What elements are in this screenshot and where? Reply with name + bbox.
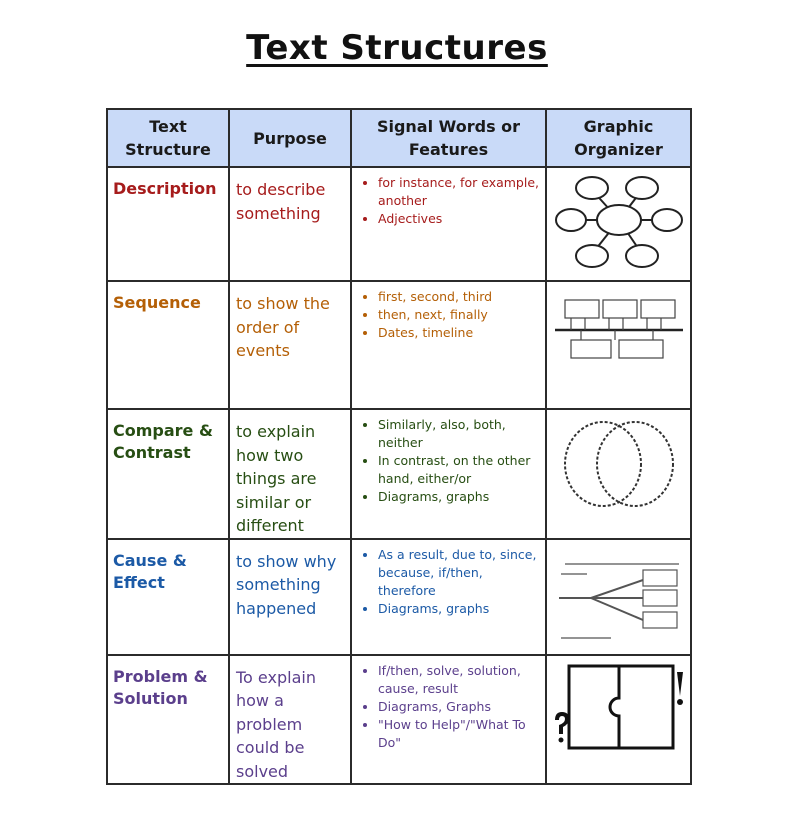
signal-item: • Diagrams, graphs [378, 488, 541, 506]
signal-list [352, 546, 541, 618]
structure-purpose: to describe something [236, 180, 326, 223]
signal-item: • As a result, due to, since, because, if/then, therefore [378, 546, 541, 600]
structure-name: Cause & Effect [113, 550, 187, 592]
table-row [107, 281, 691, 409]
header-signal-words: Signal Words or Features [351, 109, 546, 167]
signal-item: • first, second, third [378, 288, 541, 306]
table-row [107, 655, 691, 785]
signal-item: • then, next, finally [378, 306, 541, 324]
text-structures-table [106, 108, 692, 785]
structure-purpose: To explain how a problem could be solved [236, 667, 316, 781]
cause-effect-diagram-icon [551, 540, 687, 650]
header-purpose: Purpose [229, 109, 351, 167]
header-text-structure: Text Structure [107, 109, 229, 167]
signal-item: • Similarly, also, both, neither [378, 416, 541, 452]
table-row [107, 167, 691, 281]
signal-list [352, 662, 541, 752]
puzzle-diagram-icon [549, 656, 689, 776]
header-row [107, 109, 691, 167]
signal-item: • If/then, solve, solution, cause, result [378, 662, 541, 698]
signal-item: • In contrast, on the other hand, either/or [378, 452, 541, 488]
timeline-diagram-icon [551, 282, 687, 392]
structure-name: Description [113, 179, 217, 198]
table-row [107, 409, 691, 539]
signal-item: • for instance, for example, another [378, 174, 541, 210]
signal-item: • Adjectives [378, 210, 541, 228]
signal-item: • Diagrams, graphs [378, 600, 541, 618]
table-row [107, 539, 691, 655]
page-title: Text Structures [246, 28, 548, 68]
signal-item: • Dates, timeline [378, 324, 541, 342]
structure-purpose: to show the order of events [236, 294, 330, 360]
signal-list [352, 288, 541, 342]
structure-name: Sequence [113, 293, 201, 312]
venn-diagram-icon [551, 410, 687, 530]
header-graphic-organizer: Graphic Organizer [546, 109, 691, 167]
signal-list [352, 174, 541, 228]
structure-name: Problem & Solution [113, 666, 208, 708]
structure-purpose: to explain how two things are similar or different [236, 422, 317, 535]
signal-item: • "How to Help"/"What To Do" [378, 716, 541, 752]
signal-item: • Diagrams, Graphs [378, 698, 541, 716]
web-diagram-icon [554, 168, 684, 272]
structure-name: Compare & Contrast [113, 421, 213, 462]
structure-purpose: to show why something happened [236, 551, 337, 618]
signal-list [352, 416, 541, 506]
